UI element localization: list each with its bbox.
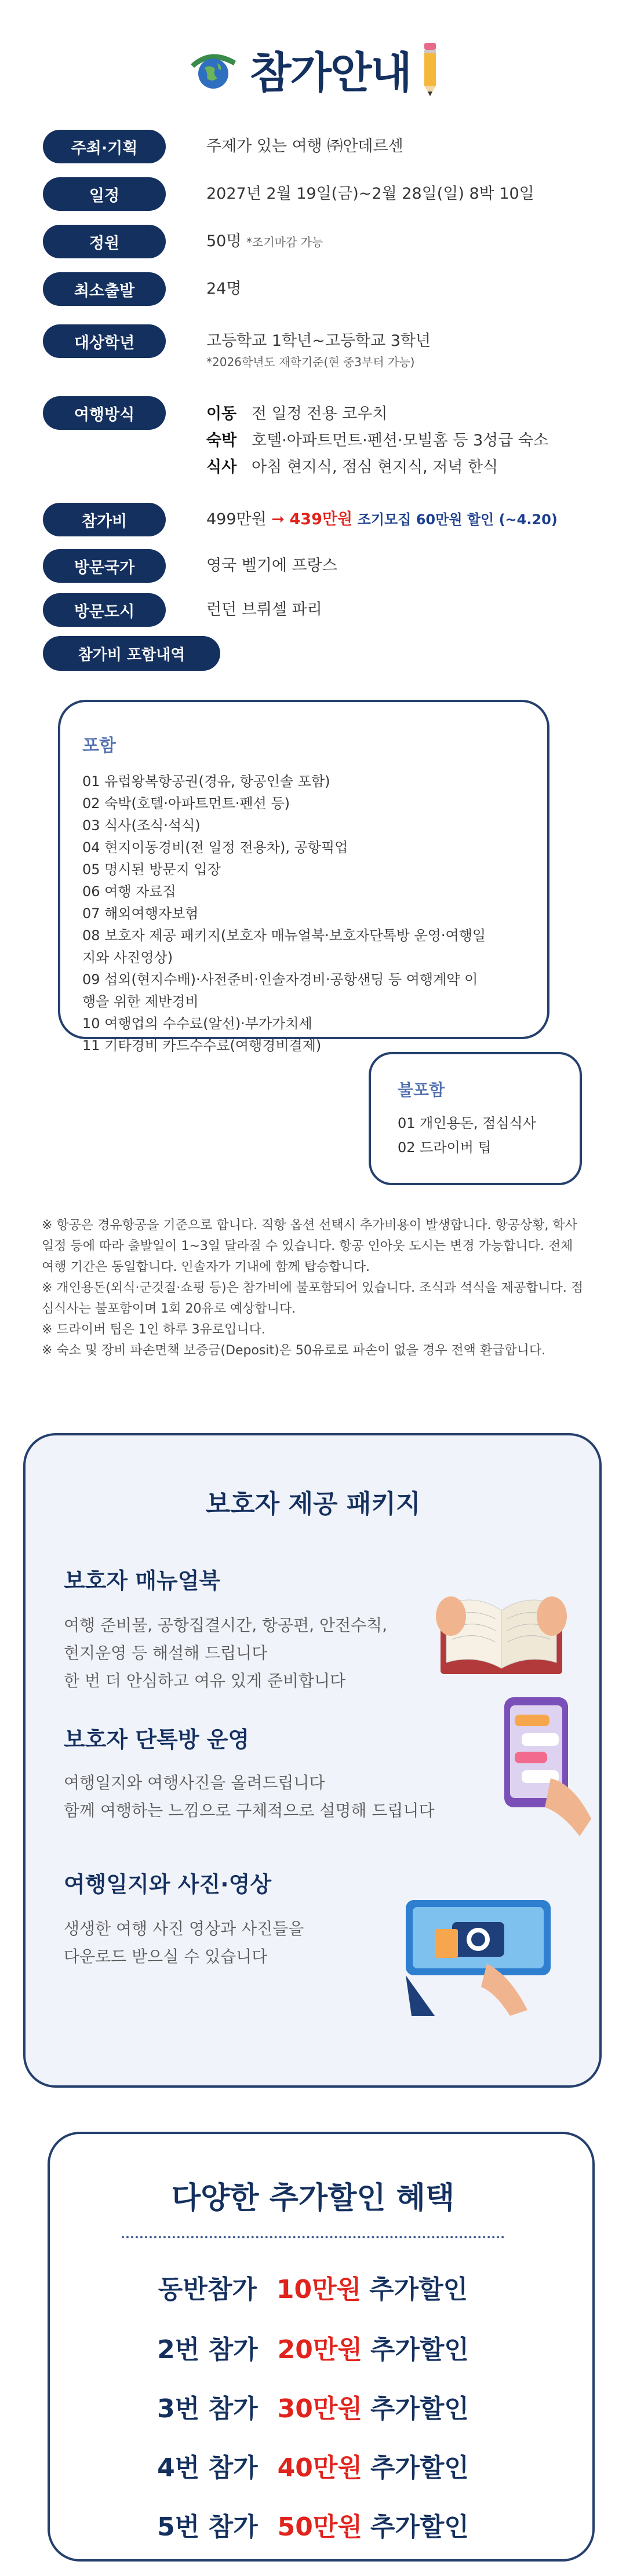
discount-divider — [122, 2236, 504, 2238]
package-heading-chat: 보호자 단톡방 운영 — [64, 1727, 250, 1752]
discount-amount: 10만원 — [276, 2275, 362, 2304]
list-item: 07 해외여행자보험 — [82, 905, 199, 922]
list-item: 01 개인용돈, 점심식사 — [398, 1115, 536, 1131]
capacity-note: *조기마감 가능 — [246, 235, 323, 249]
info-value: 24명 — [206, 280, 242, 298]
travel-key: 식사 — [206, 458, 237, 476]
info-label: 방문국가 — [43, 549, 166, 583]
note-item: ※ 개인용돈(외식·군것질·쇼핑 등)은 참가비에 불포함되어 있습니다. 조식과 석식을 제공합니다. 점심식사는 불포함이며 1회 20유로 예상합니다. — [42, 1281, 584, 1316]
page-title: 참가안내 — [250, 48, 411, 98]
list-item: 05 명시된 방문지 입장 — [82, 861, 221, 878]
discount-suffix: 추가할인 — [370, 2335, 469, 2365]
travel-line — [206, 454, 548, 481]
travel-key: 이동 — [206, 405, 237, 423]
package-text-chat — [64, 1769, 435, 1825]
info-value: 런던 브뤼셀 파리 — [206, 601, 322, 619]
info-label: 대상학년 — [43, 324, 166, 358]
info-value — [206, 503, 558, 532]
note-item: ※ 드라이버 팁은 1인 하루 3유로입니다. — [42, 1322, 265, 1337]
price-new: 439만원 — [289, 510, 353, 528]
discount-suffix: 추가할인 — [370, 2394, 469, 2424]
info-row-organizer — [43, 130, 403, 163]
discount-amount: 30만원 — [277, 2394, 362, 2424]
list-item: 02 숙박(호텔·아파트먼트·펜션 등) — [82, 795, 290, 812]
list-item: 02 드라이버 팁 — [398, 1139, 492, 1156]
discount-amount: 50만원 — [277, 2512, 362, 2542]
list-item: 04 현지이동경비(전 일정 전용차), 공항픽업 — [82, 839, 348, 856]
list-item: 10 여행업의 수수료(알선)·부가가치세 — [82, 1015, 312, 1032]
book-icon — [429, 1570, 574, 1686]
info-value — [206, 225, 323, 254]
travel-text: 전 일정 전용 코우치 — [252, 405, 388, 423]
info-label: 주최·기획 — [43, 130, 166, 163]
discount-label: 5번 참가 — [157, 2512, 258, 2542]
photo-camera-icon — [394, 1877, 562, 2016]
travel-line — [206, 401, 548, 427]
capacity-value: 50명 — [206, 232, 242, 250]
page-header — [0, 35, 626, 104]
discount-row — [0, 2268, 626, 2305]
notes-list — [42, 1215, 589, 1361]
info-row-capacity — [43, 225, 323, 258]
package-heading-photo: 여행일지와 사진·영상 — [64, 1872, 272, 1897]
travel-key: 숙박 — [206, 432, 237, 450]
info-row-schedule — [43, 177, 534, 211]
info-label: 정원 — [43, 225, 166, 258]
info-row-travel-style — [43, 396, 548, 481]
grade-note: *2026학년도 재학기준(현 중3부터 가능) — [206, 355, 415, 369]
discount-amount: 20만원 — [277, 2335, 362, 2365]
note-item: ※ 숙소 및 장비 파손면책 보증금(Deposit)은 50유로로 파손이 없을 경우 전액 환급합니다. — [42, 1343, 546, 1358]
discount-amount: 40만원 — [277, 2453, 362, 2483]
note-item: ※ 항공은 경유항공을 기준으로 합니다. 직항 옵션 선택시 추가비용이 발생합니다. 항공상황, 학사일정 등에 따라 출발일이 1~3일 달라질 수 있습니다. 항공 인아웃 도시는 변경 가능합니다. 전체 여행 기간은 동일합니다. 인솔자가 기내에 함께 탑승합니다. — [42, 1218, 577, 1274]
list-item: 06 여행 자료집 — [82, 883, 176, 900]
info-row-minimum — [43, 272, 241, 306]
package-line: 다운로드 받으실 수 있습니다 — [64, 1947, 268, 1966]
excluded-heading: 불포함 — [398, 1080, 445, 1099]
package-line: 현지운영 등 해설해 드립니다 — [64, 1643, 268, 1662]
discount-title: 다양한 추가할인 혜택 — [171, 2181, 455, 2216]
pencil-icon — [421, 43, 439, 96]
package-line: 생생한 여행 사진 영상과 사진들을 — [64, 1919, 304, 1938]
discount-label: 4번 참가 — [157, 2453, 258, 2483]
list-item: 03 식사(조식·석식) — [82, 817, 201, 834]
travel-text: 호텔·아파트먼트·펜션·모빌홈 등 3성급 숙소 — [252, 432, 549, 450]
info-value — [206, 396, 548, 481]
package-heading-manual: 보호자 매뉴얼북 — [64, 1568, 221, 1594]
info-value: 영국 벨기에 프랑스 — [206, 557, 337, 575]
package-line: 여행 준비물, 공항집결시간, 항공편, 안전수칙, — [64, 1616, 388, 1635]
included-heading: 포함 — [82, 736, 116, 756]
info-row-price — [43, 503, 558, 536]
info-label: 일정 — [43, 177, 166, 211]
info-row-grade — [43, 324, 431, 371]
included-list — [82, 770, 488, 1057]
discount-label: 3번 참가 — [157, 2394, 258, 2424]
discount-suffix: 추가할인 — [369, 2275, 468, 2304]
info-row-countries — [43, 549, 337, 583]
price-promo: 조기모집 60만원 할인 (~4.20) — [357, 511, 558, 528]
package-line: 함께 여행하는 느낌으로 구체적으로 설명해 드립니다 — [64, 1801, 435, 1820]
grade-value: 고등학교 1학년~고등학교 3학년 — [206, 332, 431, 350]
travel-line — [206, 427, 548, 454]
package-text-photo — [64, 1915, 304, 1971]
excluded-list — [398, 1111, 536, 1160]
package-line: 여행일지와 여행사진을 올려드립니다 — [64, 1773, 325, 1792]
travel-text: 아침 현지식, 점심 현지식, 저녁 한식 — [252, 458, 498, 476]
discount-row — [0, 2329, 626, 2366]
info-label: 참가비 — [43, 503, 166, 536]
info-row-cities — [43, 593, 322, 627]
earth-logo-icon — [187, 48, 239, 91]
discount-row — [0, 2388, 626, 2425]
info-label: 방문도시 — [43, 593, 166, 627]
package-title: 보호자 제공 패키지 — [205, 1489, 421, 1519]
discount-row — [0, 2447, 626, 2484]
list-item: 08 보호자 제공 패키지(보호자 매뉴얼북·보호자단톡방 운영·여행일지와 사진영상) — [82, 927, 486, 966]
price-old: 499만원 — [206, 510, 267, 528]
included-pill: 참가비 포함내역 — [43, 636, 220, 671]
phone-chat-icon — [481, 1691, 597, 1842]
info-value — [206, 324, 431, 371]
info-label: 최소출발 — [43, 272, 166, 306]
list-item: 01 유럽왕복항공권(경유, 항공인솔 포함) — [82, 773, 330, 790]
discount-label: 동반참가 — [158, 2275, 257, 2304]
discount-label: 2번 참가 — [157, 2335, 258, 2365]
info-value: 2027년 2월 19일(금)~2월 28일(일) 8박 10일 — [206, 185, 534, 203]
discount-suffix: 추가할인 — [370, 2512, 469, 2542]
package-text-manual — [64, 1612, 387, 1695]
discount-suffix: 추가할인 — [370, 2453, 469, 2483]
info-value: 주제가 있는 여행 ㈜안데르센 — [206, 137, 403, 155]
info-label: 여행방식 — [43, 396, 166, 430]
list-item: 11 기타경비 카드수수료(여행경비결제) — [82, 1037, 322, 1054]
discount-row — [0, 2506, 626, 2543]
package-line: 한 번 더 안심하고 여유 있게 준비합니다 — [64, 1671, 346, 1690]
price-arrow-icon: ➞ — [271, 510, 285, 528]
list-item: 09 섭외(현지수배)·사전준비·인솔자경비·공항샌딩 등 여행계약 이행을 위한 제반경비 — [82, 971, 478, 1010]
